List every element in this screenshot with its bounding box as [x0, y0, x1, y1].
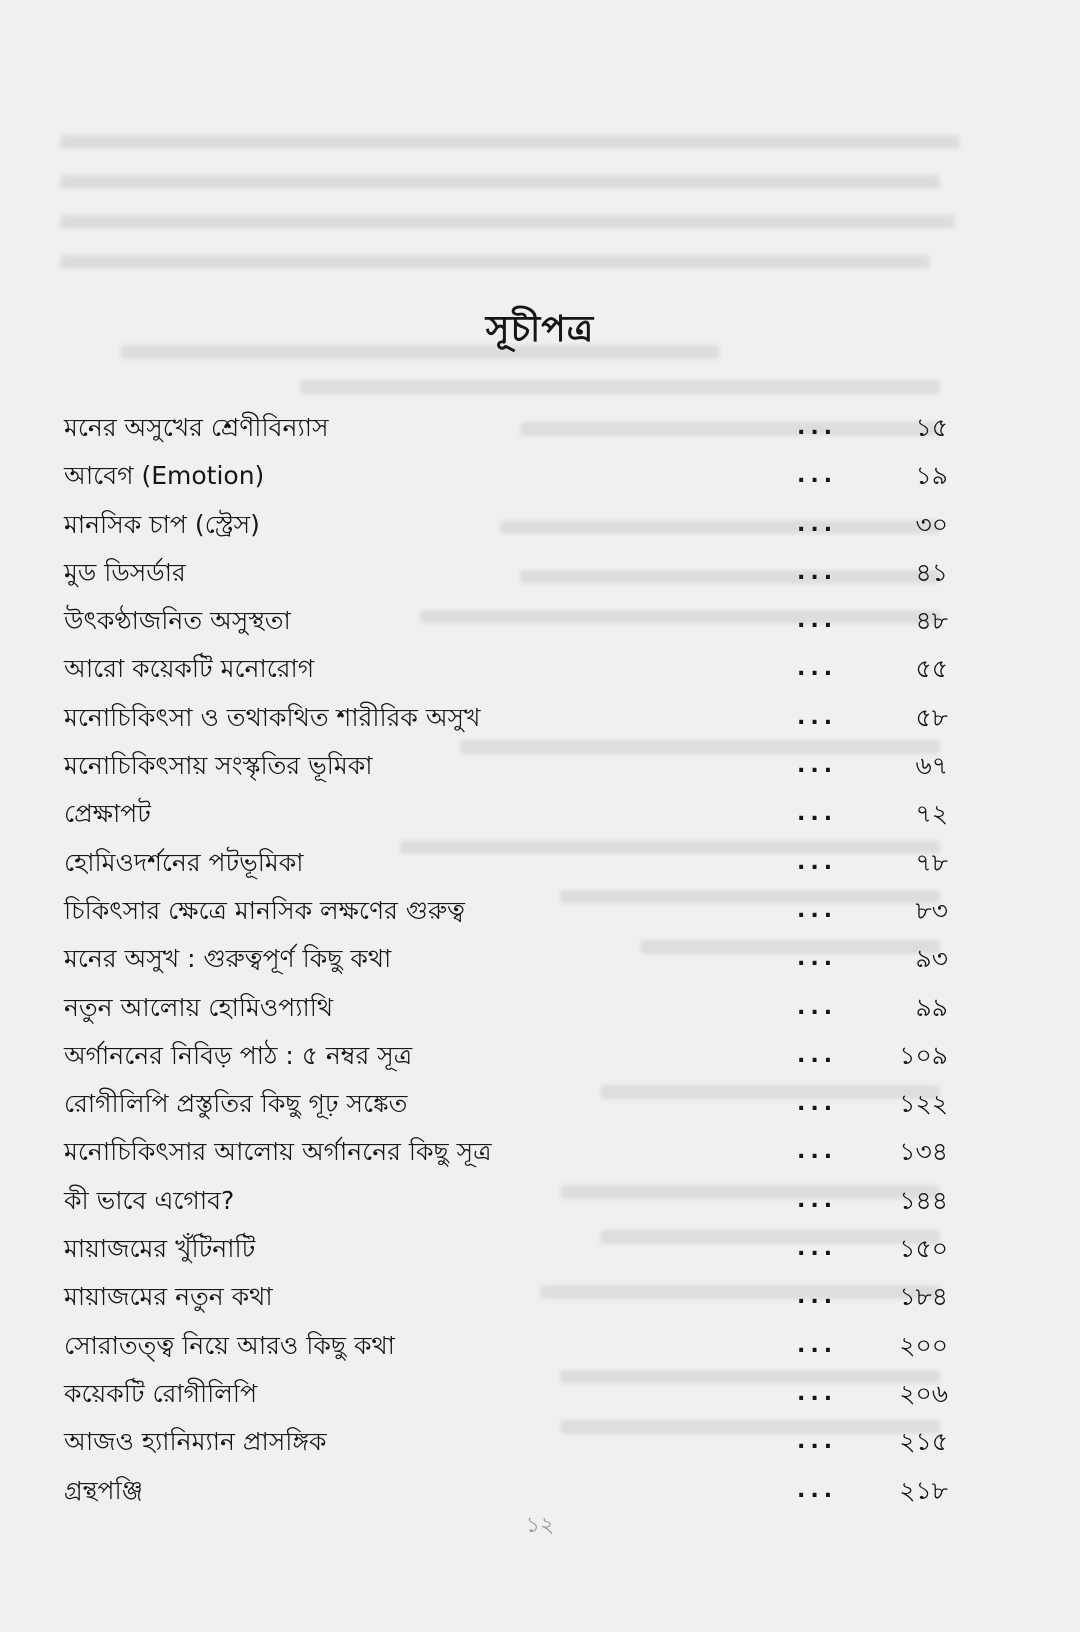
- toc-entry: [64, 1225, 948, 1273]
- toc-entry-title: মনের অসুখের শ্রেণীবিন্যাস: [64, 413, 329, 442]
- toc-entry-title: সোরাতত্ত্ব নিয়ে আরও কিছু কথা: [64, 1330, 395, 1360]
- toc-leader-dots: ...: [797, 608, 838, 634]
- page-number: ১২: [525, 1513, 555, 1538]
- toc-entry-title: কী ভাবে এগোব?: [64, 1185, 235, 1215]
- toc-leader-dots: ...: [797, 1429, 838, 1455]
- toc-entry-title: উৎকণ্ঠাজনিত অসুস্থতা: [64, 606, 291, 636]
- toc-leader-dots: ...: [797, 704, 838, 730]
- toc-entry: [64, 1177, 948, 1225]
- toc-entry-title: আজও হ্যানিম্যান প্রাসঙ্গিক: [64, 1427, 327, 1457]
- toc-entry-page: ১৫: [915, 413, 948, 442]
- toc-leader-dots: ...: [797, 1284, 838, 1310]
- toc-entry: [64, 1370, 948, 1418]
- toc-entry: [64, 1032, 948, 1080]
- toc-entry-title: আবেগ (Emotion): [64, 461, 265, 491]
- toc-entry-page: ২১৫: [899, 1427, 948, 1457]
- toc-leader-dots: ...: [797, 801, 838, 827]
- toc-entry: [64, 790, 948, 838]
- toc-entry: [64, 1322, 948, 1370]
- toc-entry-page: ১৫০: [899, 1234, 948, 1264]
- toc-entry: [64, 887, 948, 935]
- toc-entry-title: মায়াজমের খুঁটিনাটি: [64, 1234, 256, 1264]
- toc-leader-dots: ...: [797, 415, 838, 440]
- toc-entry-page: ৯৯: [915, 992, 948, 1022]
- toc-entry: [64, 694, 948, 742]
- toc-entry-page: ১৯: [915, 461, 948, 491]
- toc-entry-page: ৯৩: [915, 944, 948, 974]
- toc-entry-page: ৪১: [915, 557, 948, 587]
- toc-entry: [64, 935, 948, 983]
- toc-leader-dots: ...: [797, 511, 838, 537]
- toc-leader-dots: ...: [797, 753, 838, 779]
- toc-entry-title: মানসিক চাপ (স্ট্রেস): [64, 509, 260, 539]
- toc-entry-title: মুড ডিসর্ডার: [64, 557, 186, 587]
- toc-entry-title: চিকিৎসার ক্ষেত্রে মানসিক লক্ষণের গুরুত্ব: [64, 895, 465, 925]
- toc-leader-dots: ...: [797, 1139, 838, 1165]
- toc-leader-dots: ...: [797, 849, 838, 875]
- toc-entry-title: আরো কয়েকটি মনোরোগ: [64, 654, 315, 684]
- toc-entry-page: ১০৯: [899, 1040, 948, 1070]
- toc-entry-title: কয়েকটি রোগীলিপি: [64, 1378, 258, 1408]
- toc-entry-title: মনের অসুখ : গুরুত্বপূর্ণ কিছু কথা: [64, 944, 392, 974]
- table-of-contents: [64, 404, 948, 1515]
- toc-entry: [64, 1128, 948, 1176]
- toc-leader-dots: ...: [797, 1477, 838, 1503]
- toc-entry-title: নতুন আলোয় হোমিওপ্যাথি: [64, 992, 334, 1022]
- toc-entry-title: গ্রন্থপঞ্জি: [64, 1475, 143, 1505]
- toc-entry: [64, 1273, 948, 1321]
- toc-leader-dots: ...: [797, 1187, 838, 1213]
- toc-entry-title: হোমিওদর্শনের পটভূমিকা: [64, 847, 304, 877]
- toc-leader-dots: ...: [797, 1380, 838, 1406]
- toc-entry-page: ৫৫: [915, 654, 948, 684]
- toc-leader-dots: ...: [797, 994, 838, 1020]
- toc-leader-dots: ...: [797, 1091, 838, 1117]
- toc-entry-page: ১৮৪: [899, 1282, 948, 1312]
- toc-entry: [64, 839, 948, 887]
- toc-entry-title: প্রেক্ষাপট: [64, 799, 151, 829]
- toc-entry-page: ২০০: [899, 1330, 948, 1360]
- toc-entry-page: ২১৮: [899, 1475, 948, 1505]
- toc-entry: [64, 984, 948, 1032]
- toc-entry: [64, 645, 948, 693]
- toc-entry: [64, 452, 948, 500]
- toc-entry-title: মনোচিকিৎসায় সংস্কৃতির ভূমিকা: [64, 751, 373, 781]
- toc-entry: [64, 501, 948, 549]
- toc-entry-page: ৭২: [915, 799, 948, 829]
- toc-entry-title: রোগীলিপি প্রস্তুতির কিছু গূঢ় সঙ্কেত: [64, 1089, 408, 1119]
- toc-entry-title: মনোচিকিৎসার আলোয় অর্গাননের কিছু সূত্র: [64, 1137, 492, 1167]
- toc-entry: [64, 742, 948, 790]
- toc-entry-page: ৬৭: [915, 751, 948, 781]
- toc-entry-page: ৫৮: [915, 702, 948, 732]
- toc-leader-dots: ...: [797, 1236, 838, 1262]
- toc-entry-title: মায়াজমের নতুন কথা: [64, 1282, 273, 1312]
- toc-leader-dots: ...: [797, 1332, 838, 1358]
- page-title: সূচীপত্র: [485, 309, 595, 350]
- toc-leader-dots: ...: [797, 656, 838, 682]
- toc-entry-title: অর্গাননের নিবিড় পাঠ : ৫ নম্বর সূত্র: [64, 1040, 413, 1070]
- toc-entry: [64, 1080, 948, 1128]
- toc-entry: [64, 1418, 948, 1466]
- toc-entry-page: ২০৬: [899, 1378, 948, 1408]
- toc-entry: [64, 549, 948, 597]
- toc-leader-dots: ...: [797, 1042, 838, 1068]
- toc-entry-title: মনোচিকিৎসা ও তথাকথিত শারীরিক অসুখ: [64, 702, 481, 732]
- toc-entry-page: ১২২: [899, 1089, 948, 1119]
- toc-entry: [64, 597, 948, 645]
- toc-leader-dots: ...: [797, 559, 838, 585]
- toc-entry-page: ১৩৪: [899, 1137, 948, 1167]
- toc-entry-page: ১৪৪: [899, 1185, 948, 1215]
- toc-entry-page: ৪৮: [915, 606, 948, 636]
- toc-leader-dots: ...: [797, 897, 838, 923]
- toc-leader-dots: ...: [797, 463, 838, 489]
- toc-leader-dots: ...: [797, 946, 838, 972]
- toc-entry-page: ৮৩: [915, 895, 948, 925]
- toc-entry-page: ৭৮: [915, 847, 948, 877]
- toc-entry: [64, 404, 948, 452]
- toc-entry-page: ৩০: [915, 509, 948, 539]
